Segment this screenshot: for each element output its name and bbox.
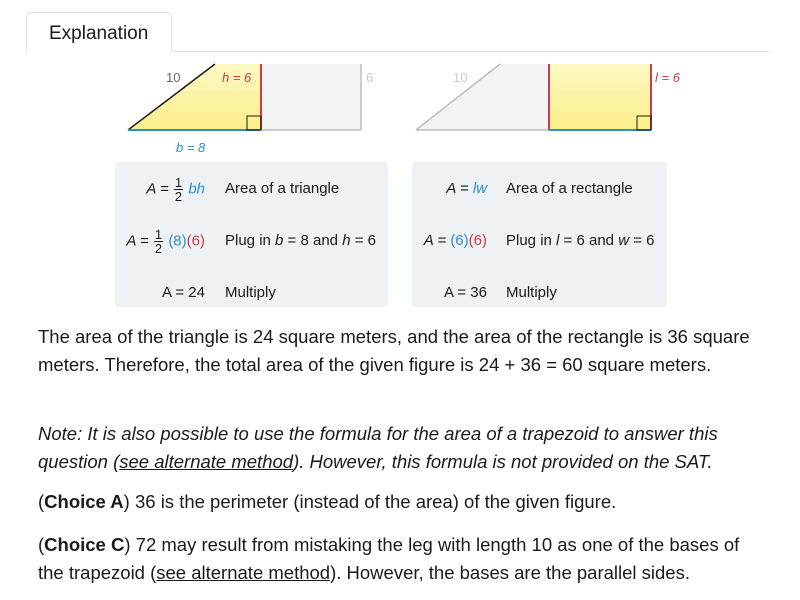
triangle-substitution: A = $\frac{1}{2}$ (8)(6) xyxy=(126,227,205,256)
right-triangle-region xyxy=(416,64,549,130)
rectangle-result: A = 36 xyxy=(444,284,487,301)
alternate-method-link-2[interactable]: see alternate method xyxy=(156,562,331,583)
triangle-result: A = 24 xyxy=(162,284,205,301)
triangle-result-desc: Multiply xyxy=(225,284,276,301)
triangle-formula-desc: Area of a triangle xyxy=(225,180,340,197)
fraction-half-2: $\frac{1}{2}$ xyxy=(154,227,163,256)
alternate-method-link[interactable]: see alternate method xyxy=(119,451,294,472)
left-height-label: h = 6 xyxy=(222,70,252,85)
left-side-label: 10 xyxy=(166,70,181,85)
triangle-work-panel xyxy=(115,162,388,307)
trapezoid-figures xyxy=(0,0,800,160)
choice-a-label: Choice A xyxy=(44,491,124,512)
choice-a-paragraph: (Choice A) 36 is the perimeter (instead of the area) of the given figure. xyxy=(38,491,617,512)
right-trapezoid xyxy=(416,64,681,130)
rectangle-substitution: A = (6)(6) xyxy=(423,232,487,249)
rectangle-result-desc: Multiply xyxy=(506,284,557,301)
choice-c-paragraph: (Choice C) 72 may result from mistaking the leg with length 10 as one of the bases of the trapezoid (see alternate method). However, the bases are the parallel sides. xyxy=(38,534,740,583)
rectangle-substitution-desc: Plug in l = 6 and w = 6 xyxy=(506,232,655,249)
left-rect-region xyxy=(261,64,361,130)
left-right-label: 6 xyxy=(366,70,374,85)
rectangle-formula: A = lw xyxy=(446,180,487,197)
rectangle-formula-desc: Area of a rectangle xyxy=(506,180,633,197)
right-rect-region xyxy=(549,64,651,130)
rectangle-work-panel xyxy=(412,162,667,307)
fraction-half: $\frac{1}{2}$ xyxy=(174,175,183,204)
tab-explanation[interactable]: Explanation xyxy=(26,12,172,52)
right-side-label: 10 xyxy=(453,70,468,85)
triangle-substitution-desc: Plug in b = 8 and h = 6 xyxy=(225,232,376,249)
triangle-formula: A = $\frac{1}{2}$ bh xyxy=(146,175,205,204)
note-paragraph: Note: It is also possible to use the formula for the area of a trapezoid to answer this question (see alternate method). However, this formula is not provided on the SAT. xyxy=(38,423,718,472)
left-base-label: b = 8 xyxy=(176,140,206,155)
left-trapezoid xyxy=(128,64,373,155)
summary-paragraph: The area of the triangle is 24 square meters, and the area of the rectangle is 36 square meters. Therefore, the total area of the given figure is 24 + 36 = 60 square meters. xyxy=(38,326,750,375)
choice-c-label: Choice C xyxy=(44,534,125,555)
right-length-label: l = 6 xyxy=(655,70,680,85)
